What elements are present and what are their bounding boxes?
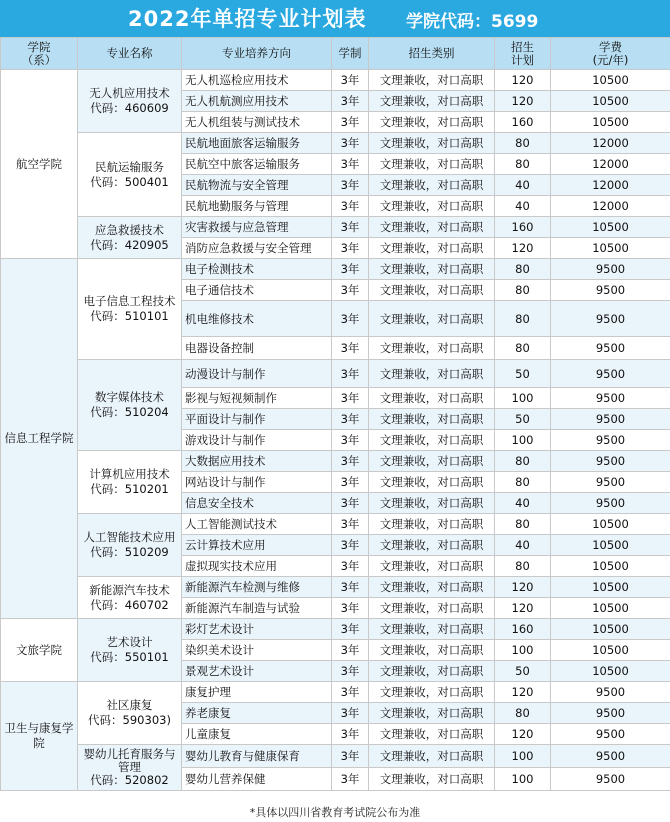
major-cell: 人工智能技术应用 代码：510209 [78,514,182,577]
duration-cell: 3年 [332,472,369,493]
major-cell: 应急救援技术 代码：420905 [78,217,182,259]
direction-cell: 康复护理 [182,682,332,703]
major-cell: 电子信息工程技术 代码：510101 [78,259,182,360]
duration-cell: 3年 [332,388,369,409]
direction-cell: 民航地面旅客运输服务 [182,133,332,154]
direction-cell: 新能源汽车制造与试验 [182,598,332,619]
fee-cell: 9500 [551,451,670,472]
fee-cell: 10500 [551,91,670,112]
duration-cell: 3年 [332,598,369,619]
category-cell: 文理兼收，对口高职 [369,91,495,112]
plan-cell: 100 [495,430,551,451]
fee-cell: 9500 [551,493,670,514]
category-cell: 文理兼收，对口高职 [369,280,495,301]
category-cell: 文理兼收，对口高职 [369,154,495,175]
category-cell: 文理兼收，对口高职 [369,238,495,259]
enrollment-plan-table [0,37,670,791]
duration-cell: 3年 [332,70,369,91]
fee-cell: 12000 [551,154,670,175]
plan-cell: 120 [495,577,551,598]
direction-cell: 电子检测技术 [182,259,332,280]
header-plan: 招生 计划 [495,38,551,70]
college-cell: 航空学院 [1,70,78,259]
plan-cell: 100 [495,768,551,791]
direction-cell: 影视与短视频制作 [182,388,332,409]
duration-cell: 3年 [332,91,369,112]
plan-cell: 120 [495,238,551,259]
plan-cell: 120 [495,70,551,91]
fee-cell: 12000 [551,175,670,196]
direction-cell: 无人机组装与测试技术 [182,112,332,133]
category-cell: 文理兼收，对口高职 [369,133,495,154]
plan-cell: 100 [495,388,551,409]
category-cell: 文理兼收，对口高职 [369,640,495,661]
duration-cell: 3年 [332,682,369,703]
duration-cell: 3年 [332,556,369,577]
duration-cell: 3年 [332,196,369,217]
table-row [1,259,670,280]
table-row [1,682,670,703]
plan-cell: 120 [495,682,551,703]
category-cell: 文理兼收，对口高职 [369,472,495,493]
duration-cell: 3年 [332,280,369,301]
fee-cell: 9500 [551,337,670,360]
category-cell: 文理兼收，对口高职 [369,430,495,451]
category-cell: 文理兼收，对口高职 [369,745,495,768]
category-cell: 文理兼收，对口高职 [369,682,495,703]
duration-cell: 3年 [332,259,369,280]
direction-cell: 灾害救援与应急管理 [182,217,332,238]
header-category: 招生类别 [369,38,495,70]
plan-cell: 80 [495,514,551,535]
major-cell: 计算机应用技术 代码：510201 [78,451,182,514]
category-cell: 文理兼收，对口高职 [369,259,495,280]
table-row [1,360,670,388]
category-cell: 文理兼收，对口高职 [369,556,495,577]
header-direction: 专业培养方向 [182,38,332,70]
fee-cell: 10500 [551,556,670,577]
duration-cell: 3年 [332,301,369,337]
direction-cell: 民航地勤服务与管理 [182,196,332,217]
direction-cell: 电器设备控制 [182,337,332,360]
plan-cell: 80 [495,451,551,472]
fee-cell: 12000 [551,196,670,217]
plan-cell: 80 [495,301,551,337]
duration-cell: 3年 [332,745,369,768]
fee-cell: 10500 [551,535,670,556]
direction-cell: 云计算技术应用 [182,535,332,556]
fee-cell: 12000 [551,133,670,154]
plan-cell: 120 [495,598,551,619]
direction-cell: 动漫设计与制作 [182,360,332,388]
college-code: 学院代码：5699 [406,12,539,32]
duration-cell: 3年 [332,724,369,745]
category-cell: 文理兼收，对口高职 [369,388,495,409]
direction-cell: 婴幼儿营养保健 [182,768,332,791]
direction-cell: 染织美术设计 [182,640,332,661]
direction-cell: 大数据应用技术 [182,451,332,472]
plan-cell: 80 [495,133,551,154]
duration-cell: 3年 [332,640,369,661]
header-fee: 学费 (元/年) [551,38,670,70]
fee-cell: 9500 [551,280,670,301]
fee-cell: 9500 [551,745,670,768]
table-row [1,70,670,91]
direction-cell: 儿童康复 [182,724,332,745]
category-cell: 文理兼收，对口高职 [369,514,495,535]
major-cell: 数字媒体技术 代码：510204 [78,360,182,451]
plan-cell: 80 [495,703,551,724]
fee-cell: 9500 [551,388,670,409]
fee-cell: 10500 [551,238,670,259]
duration-cell: 3年 [332,133,369,154]
plan-cell: 40 [495,196,551,217]
college-cell: 信息工程学院 [1,259,78,619]
table-row [1,133,670,154]
category-cell: 文理兼收，对口高职 [369,360,495,388]
category-cell: 文理兼收，对口高职 [369,661,495,682]
table-row [1,451,670,472]
plan-cell: 100 [495,745,551,768]
table-row [1,217,670,238]
duration-cell: 3年 [332,112,369,133]
fee-cell: 9500 [551,301,670,337]
duration-cell: 3年 [332,154,369,175]
fee-cell: 9500 [551,409,670,430]
plan-cell: 40 [495,535,551,556]
category-cell: 文理兼收，对口高职 [369,70,495,91]
fee-cell: 10500 [551,661,670,682]
fee-cell: 10500 [551,112,670,133]
fee-cell: 9500 [551,259,670,280]
table-row [1,745,670,768]
plan-cell: 40 [495,175,551,196]
plan-cell: 80 [495,154,551,175]
plan-cell: 100 [495,640,551,661]
duration-cell: 3年 [332,493,369,514]
direction-cell: 网站设计与制作 [182,472,332,493]
category-cell: 文理兼收，对口高职 [369,301,495,337]
major-cell: 艺术设计 代码：550101 [78,619,182,682]
major-cell: 社区康复 代码：590303) [78,682,182,745]
category-cell: 文理兼收，对口高职 [369,598,495,619]
direction-cell: 无人机巡检应用技术 [182,70,332,91]
plan-cell: 40 [495,493,551,514]
fee-cell: 10500 [551,70,670,91]
fee-cell: 10500 [551,217,670,238]
header-row [1,38,670,70]
duration-cell: 3年 [332,175,369,196]
fee-cell: 9500 [551,472,670,493]
direction-cell: 机电维修技术 [182,301,332,337]
category-cell: 文理兼收，对口高职 [369,535,495,556]
duration-cell: 3年 [332,217,369,238]
fee-cell: 10500 [551,619,670,640]
table-title: 2022年单招专业计划表 [128,7,367,31]
duration-cell: 3年 [332,514,369,535]
duration-cell: 3年 [332,451,369,472]
plan-cell: 80 [495,337,551,360]
plan-cell: 80 [495,259,551,280]
category-cell: 文理兼收，对口高职 [369,619,495,640]
direction-cell: 平面设计与制作 [182,409,332,430]
fee-cell: 9500 [551,724,670,745]
plan-cell: 50 [495,661,551,682]
footnote: *具体以四川省教育考试院公布为准 [249,806,421,819]
duration-cell: 3年 [332,535,369,556]
plan-cell: 120 [495,91,551,112]
direction-cell: 电子通信技术 [182,280,332,301]
plan-cell: 120 [495,724,551,745]
plan-cell: 80 [495,556,551,577]
direction-cell: 民航空中旅客运输服务 [182,154,332,175]
table-row [1,514,670,535]
table-row [1,577,670,598]
category-cell: 文理兼收，对口高职 [369,768,495,791]
fee-cell: 10500 [551,514,670,535]
duration-cell: 3年 [332,703,369,724]
category-cell: 文理兼收，对口高职 [369,409,495,430]
college-cell: 卫生与康复学院 [1,682,78,791]
category-cell: 文理兼收，对口高职 [369,112,495,133]
header-duration: 学制 [332,38,369,70]
direction-cell: 虚拟现实技术应用 [182,556,332,577]
category-cell: 文理兼收，对口高职 [369,451,495,472]
major-cell: 民航运输服务 代码：500401 [78,133,182,217]
direction-cell: 养老康复 [182,703,332,724]
major-cell: 婴幼儿托育服务与管理 代码：520802 [78,745,182,791]
title-banner [0,0,670,37]
plan-cell: 50 [495,409,551,430]
fee-cell: 9500 [551,430,670,451]
direction-cell: 消防应急救援与安全管理 [182,238,332,259]
plan-cell: 80 [495,472,551,493]
fee-cell: 10500 [551,598,670,619]
direction-cell: 无人机航测应用技术 [182,91,332,112]
plan-cell: 160 [495,619,551,640]
plan-cell: 160 [495,217,551,238]
direction-cell: 景观艺术设计 [182,661,332,682]
duration-cell: 3年 [332,661,369,682]
duration-cell: 3年 [332,409,369,430]
duration-cell: 3年 [332,768,369,791]
category-cell: 文理兼收，对口高职 [369,196,495,217]
duration-cell: 3年 [332,238,369,259]
direction-cell: 新能源汽车检测与维修 [182,577,332,598]
direction-cell: 民航物流与安全管理 [182,175,332,196]
category-cell: 文理兼收，对口高职 [369,703,495,724]
fee-cell: 9500 [551,703,670,724]
direction-cell: 婴幼儿教育与健康保育 [182,745,332,768]
fee-cell: 10500 [551,640,670,661]
header-college: 学院 （系） [1,38,78,70]
major-cell: 无人机应用技术 代码：460609 [78,70,182,133]
duration-cell: 3年 [332,430,369,451]
duration-cell: 3年 [332,337,369,360]
direction-cell: 信息安全技术 [182,493,332,514]
direction-cell: 人工智能测试技术 [182,514,332,535]
plan-cell: 160 [495,112,551,133]
fee-cell: 10500 [551,577,670,598]
major-cell: 新能源汽车技术 代码：460702 [78,577,182,619]
category-cell: 文理兼收，对口高职 [369,577,495,598]
category-cell: 文理兼收，对口高职 [369,175,495,196]
duration-cell: 3年 [332,360,369,388]
fee-cell: 9500 [551,360,670,388]
college-cell: 文旅学院 [1,619,78,682]
direction-cell: 游戏设计与制作 [182,430,332,451]
duration-cell: 3年 [332,577,369,598]
header-major: 专业名称 [78,38,182,70]
category-cell: 文理兼收，对口高职 [369,493,495,514]
duration-cell: 3年 [332,619,369,640]
table-row [1,619,670,640]
plan-cell: 50 [495,360,551,388]
plan-cell: 80 [495,280,551,301]
direction-cell: 彩灯艺术设计 [182,619,332,640]
category-cell: 文理兼收，对口高职 [369,337,495,360]
fee-cell: 9500 [551,682,670,703]
fee-cell: 9500 [551,768,670,791]
category-cell: 文理兼收，对口高职 [369,217,495,238]
category-cell: 文理兼收，对口高职 [369,724,495,745]
